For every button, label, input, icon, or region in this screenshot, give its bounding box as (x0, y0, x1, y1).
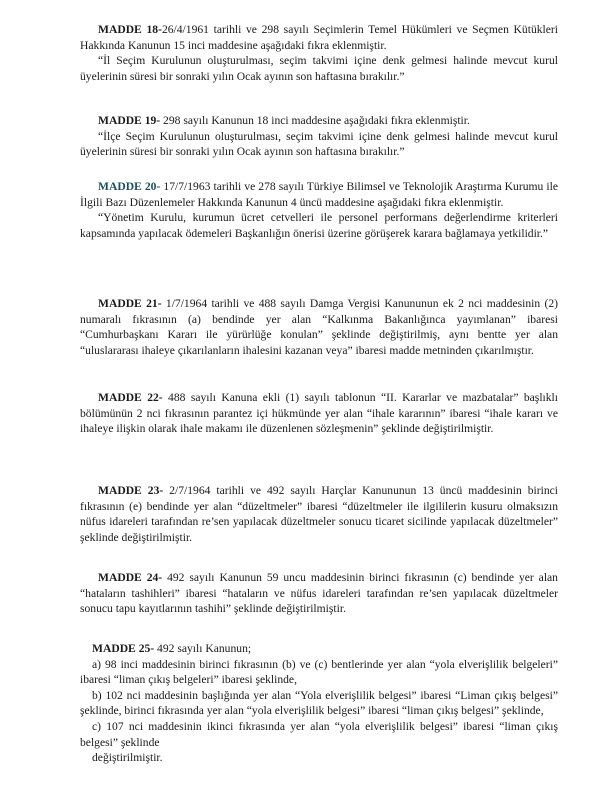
article-tail: değiştirilmiştir. (92, 751, 163, 765)
article-item-a: a) 98 inci maddesinin birinci fıkrasının (b) ve (c) bentlerinde yer alan “yola elverişlilik belgeleri” ibaresi “liman çıkış belgeleri” ibaresi şeklinde, (80, 657, 558, 687)
article-quote: “İl Seçim Kurulunun oluşturulması, seçim takvimi içine denk gelmesi halinde mevcut kurul üyelerinin süresi bir sonraki yılın Ocak ayının son haftasına bırakılır.” (80, 54, 558, 83)
article-heading: MADDE 19- (98, 114, 161, 127)
article-heading: MADDE 24- (98, 571, 163, 584)
article-item-b: b) 102 nci maddesinin başlığında yer alan “Yola elverişlilik belgesi” ibaresi “Liman çıkış belgesi” şeklinde, birinci fıkrasında yer alan “yola elverişlilik belgesi” ibaresi “liman çıkış belgesi” şeklinde, (80, 688, 558, 718)
article-body: 17/7/1963 tarihli ve 278 sayılı Türkiye Bilimsel ve Teknolojik Araştırma Kurumu ile İlgili Bazı Düzenlemeler Hakkında Kanunun 4 üncü maddesine aşağıdaki fıkra eklenmiştir. (80, 180, 558, 209)
article-quote: “İlçe Seçim Kurulunun oluşturulması, seçim takvimi içine denk gelmesi halinde mevcut kurul üyelerinin süresi bir sonraki yılın Ocak ayının son haftasına bırakılır.” (80, 129, 558, 159)
article-heading: MADDE 18- (98, 23, 162, 36)
article-heading: MADDE 20- (98, 180, 161, 193)
article-25 (80, 641, 558, 766)
article-body: 492 sayılı Kanunun 59 uncu maddesinin birinci fıkrasının (c) bendinde yer alan “hataların tashihleri” ibaresi “hataların ve nüfus idareleri tarafından re’sen yapılacak düzeltmeler sonucu tapu kayıtlarının tashihi” şeklinde değiştirilmiştir. (80, 571, 558, 616)
article-body: 1/7/1964 tarihli ve 488 sayılı Damga Vergisi Kanununun ek 2 nci maddesinin (2) numaralı fıkrasının (a) bendinde yer alan “Kalkınma Bakanlığınca yayımlanan” ibaresi “Cumhurbaşkanı Kararı ile yürürlüğe konulan” şeklinde değiştirilmiş, aynı bentte yer alan “uluslararası ihaleye çıkarılanların ihalesini kazanan veya” ibaresi madde metninden çıkarılmıştır. (80, 297, 558, 357)
article-24 (80, 570, 558, 617)
article-body: 26/4/1961 tarihli ve 298 sayılı Seçimlerin Temel Hükümleri ve Seçmen Kütükleri Hakkında Kanunun 15 inci maddesine aşağıdaki fıkra eklenmiştir. (80, 23, 558, 52)
article-quote: “Yönetim Kurulu, kurumun ücret cetvelleri ile personel performans değerlendirme kriterleri kapsamında yapılacak ödemeleri Başkanlığın önerisi üzerine görüşerek karara bağlamaya yetkilidir.” (80, 211, 558, 240)
article-23 (80, 483, 558, 545)
article-heading: MADDE 22- (98, 391, 163, 404)
article-body: 298 sayılı Kanunun 18 inci maddesine aşağıdaki fıkra eklenmiştir. (160, 114, 470, 127)
article-heading: MADDE 25- (92, 642, 155, 655)
article-22 (80, 390, 558, 437)
article-heading: MADDE 21- (98, 297, 162, 310)
article-21 (80, 296, 558, 358)
article-body: 2/7/1964 tarihli ve 492 sayılı Harçlar Kanununun 13 üncü maddesinin birinci fıkrasının (e) bendinde yer alan “düzeltmeler” ibaresi “düzeltmeler ile ilgililerin kusuru olmaksızın nüfus idareleri tarafından re’sen yapılacak düzeltmeler sonucu ticaret sicilinde yapılacak düzeltmeler” şeklinde değiştirilmiştir. (80, 484, 558, 544)
article-body: 492 sayılı Kanunun; (154, 642, 252, 655)
article-item-c: c) 107 nci maddesinin ikinci fıkrasında yer alan “yola elverişlilik belgesi” ibaresi “liman çıkış belgesi” şeklinde (80, 719, 558, 749)
article-heading: MADDE 23- (98, 484, 164, 497)
article-body: 488 sayılı Kanuna ekli (1) sayılı tablonun “II. Kararlar ve mazbatalar” başlıklı bölümünün 2 nci fıkrasının parantez içi hükmünde yer alan “ihale kararının” ibaresi “ihale kararı ve ihaleye ilişkin olarak ihale makamı ile düzenlenen sözleşmenin” şeklinde değiştirilmiştir. (80, 391, 559, 436)
article-20 (80, 179, 558, 241)
article-19 (80, 113, 558, 160)
article-18 (80, 22, 558, 84)
